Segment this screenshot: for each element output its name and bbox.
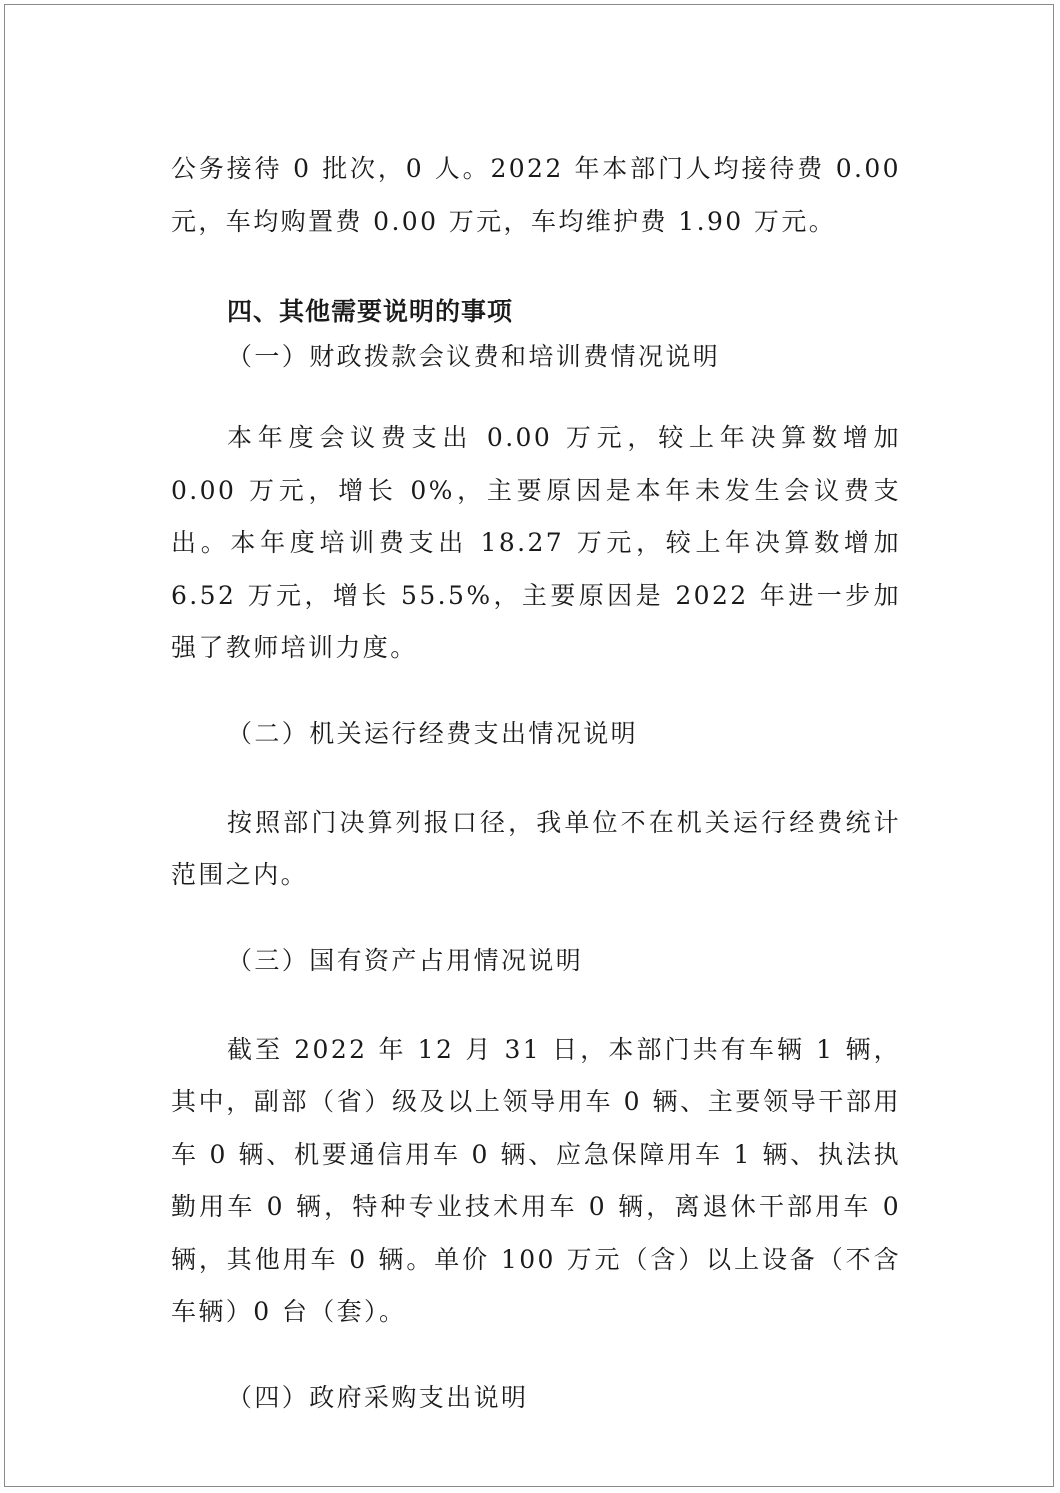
document-page [4, 4, 1054, 1487]
meeting-training-paragraph: 本年度会议费支出 0.00 万元，较上年决算数增加 0.00 万元，增长 0%，主要原因是本年未发生会议费支出。本年度培训费支出 18.27 万元，较上年决算数增加 6.52 万元，增长 55.5%，主要原因是 2022 年进一步加强了教师培训力度。 [171, 423, 901, 662]
reception-paragraph: 公务接待 0 批次，0 人。2022 年本部门人均接待费 0.00 元，车均购置费 0.00 万元，车均维护费 1.90 万元。 [171, 154, 901, 236]
section-heading-other-matters: 四、其他需要说明的事项 [227, 297, 514, 326]
document-body [171, 143, 901, 1418]
operating-expenses-paragraph: 按照部门决算列报口径，我单位不在机关运行经费统计范围之内。 [171, 807, 901, 889]
state-assets-paragraph: 截至 2022 年 12 月 31 日，本部门共有车辆 1 辆，其中，副部（省）级及以上领导用车 0 辆、主要领导干部用车 0 辆、机要通信用车 0 辆、应急保障用车 1 辆、执法执勤用车 0 辆，特种专业技术用车 0 辆，离退休干部用车 0 辆，其他用车 0 辆。单价 100 万元（含）以上设备（不含车辆）0 台（套）。 [171, 1034, 901, 1326]
subsection-heading-meeting-training: （一）财政拨款会议费和培训费情况说明 [227, 342, 721, 371]
subsection-heading-operating-expenses: （二）机关运行经费支出情况说明 [227, 718, 639, 748]
subsection-heading-procurement: （四）政府采购支出说明 [227, 1382, 529, 1412]
subsection-heading-state-assets: （三）国有资产占用情况说明 [227, 945, 584, 975]
